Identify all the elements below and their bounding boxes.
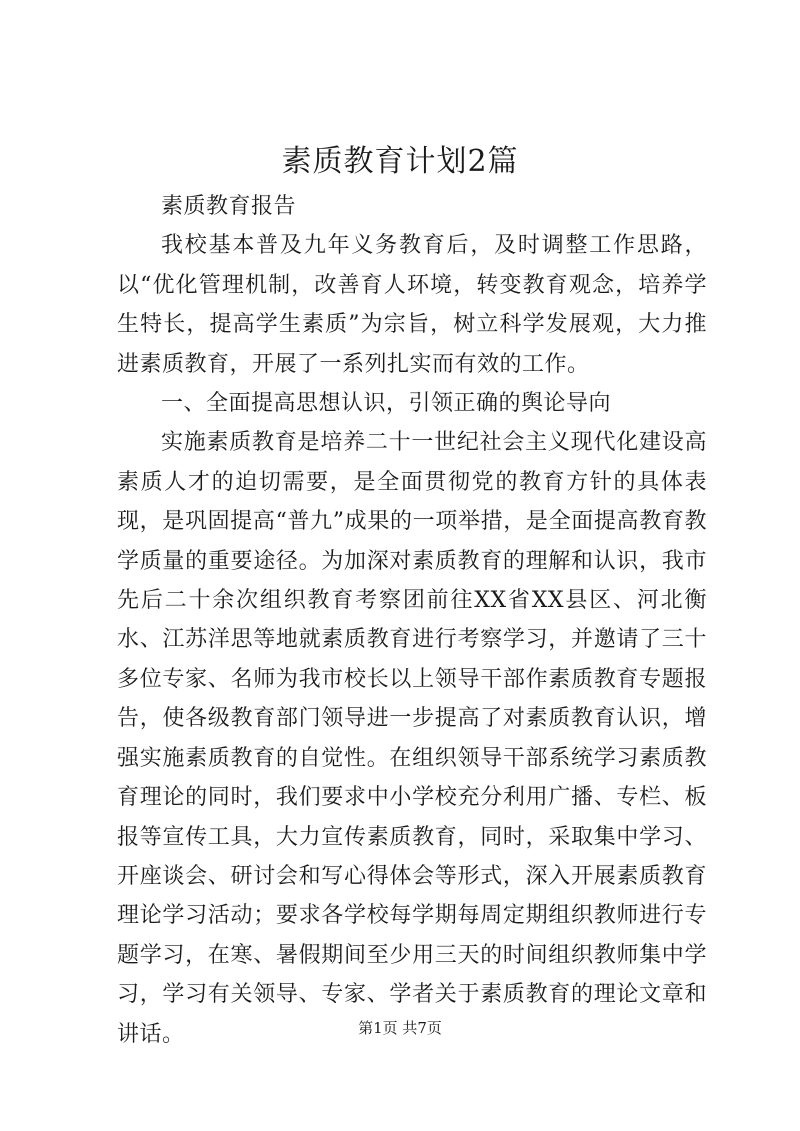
section-heading: 一、全面提高思想认识，引领正确的舆论导向 bbox=[161, 391, 612, 417]
paragraph-intro: 我校基本普及九年义务教育后，及时调整工作思路，以“优化管理机制，改善育人环境，转变教育观念，培养学生特长，提高学生素质”为宗旨，树立科学发展观，大力推进素质教育，开展了一系列扎实而有效的工作。 bbox=[117, 233, 707, 377]
page-title: 素质教育计划2篇 bbox=[281, 144, 519, 179]
page-footer: 第1页 共7页 bbox=[358, 1019, 442, 1037]
document-body bbox=[117, 187, 707, 1054]
paragraph-subtitle: 素质教育报告 bbox=[161, 194, 297, 219]
paragraph-body: 实施素质教育是培养二十一世纪社会主义现代化建设高素质人才的迫切需要，是全面贯彻党的教育方针的具体表现，是巩固提高“普九”成果的一项举措，是全面提高教育教学质量的重要途径。为加深对素质教育的理解和认识，我市先后二十余次组织教育考察团前往XX省XX县区、河北衡水、江苏洋思等地就素质教育进行考察学习，并邀请了三十多位专家、名师为我市校长以上领导干部作素质教育专题报告，使各级教育部门领导进一步提高了对素质教育认识，增强实施素质教育的自觉性。在组织领导干部系统学习素质教育理论的同时，我们要求中小学校充分利用广播、专栏、板报等宣传工具，大力宣传素质教育，同时，采取集中学习、开座谈会、研讨会和写心得体会等形式，深入开展素质教育理论学习活动；要求各学校每学期每周定期组织教师进行专题学习，在寒、暑假期间至少用三天的时间组织教师集中学习，学习有关领导、专家、学者关于素质教育的理论文章和讲话。 bbox=[117, 430, 707, 1047]
